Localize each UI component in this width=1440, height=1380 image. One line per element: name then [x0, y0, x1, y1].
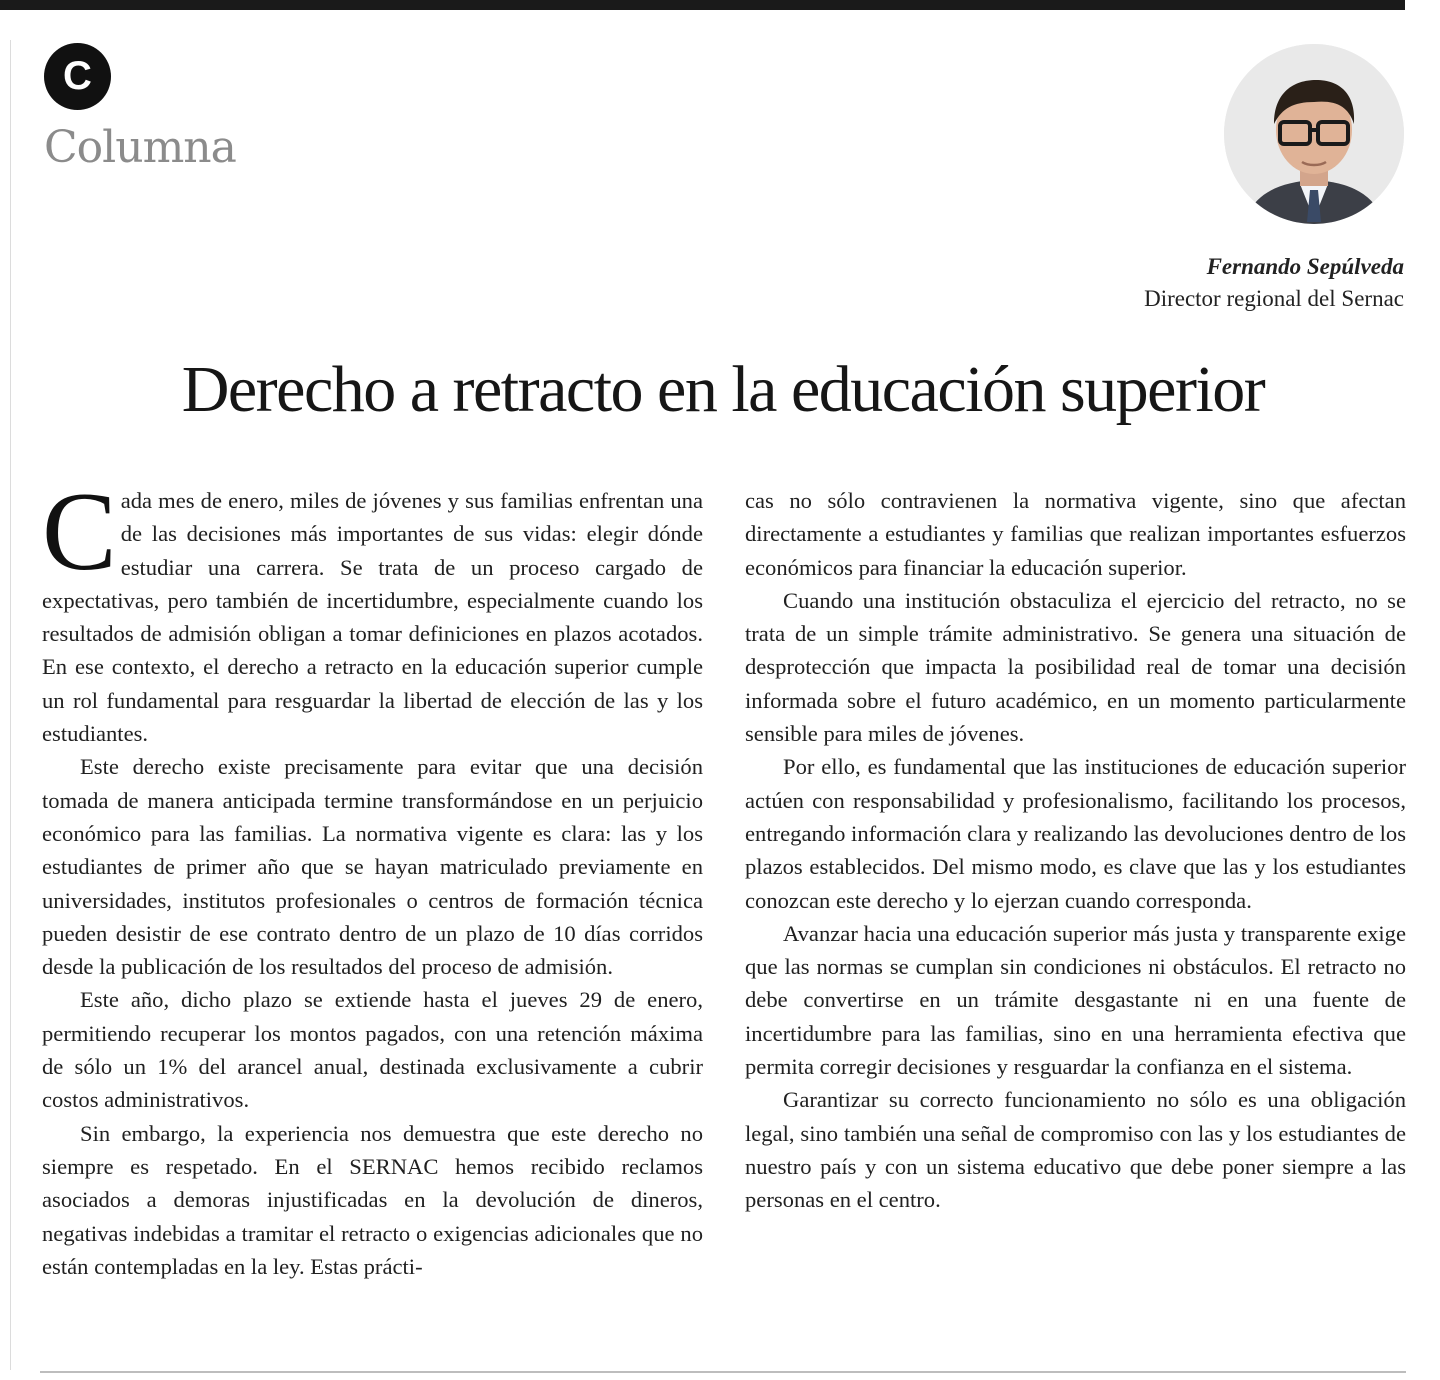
article-paragraph — [42, 1117, 703, 1283]
top-rule — [0, 0, 1405, 10]
left-margin-rule — [10, 40, 11, 1370]
author-role: Director regional del Sernac — [1144, 286, 1404, 311]
article-paragraph: Garantizar su correcto funcionamiento no sólo es una obligación legal, sino también una señal de compromiso con las y los estudiantes de nuestro país y con un sistema educativo que debe poner siempre a las personas en el centro. — [745, 1087, 1406, 1213]
article-paragraph-continued: cas no sólo contravienen la normativa vigente, sino que afectan directamente a estudiantes y familias que realizan importantes esfuerzos económicos para financiar la educación superior. — [745, 488, 1406, 580]
article-headline: Derecho a retracto en la educación superior — [181, 353, 1265, 426]
section-badge-letter: C — [63, 54, 92, 98]
article-paragraph: Este año, dicho plazo se extiende hasta el jueves 29 de enero, permitiendo recuperar los montos pagados, con una retención máxima de sólo un 1% del arancel anual, destinada exclusivamente a cubrir costos administrativos. — [42, 987, 703, 1113]
article-paragraph: Avanzar hacia una educación superior más justa y transparente exige que las normas se cumplan sin condiciones ni obstáculos. El retracto no debe convertirse en un trámite desgastante ni en una fuente de incertidumbre para las familias, sino en una herramienta efectiva que permita corregir decisiones y resguardar la confianza en el sistema. — [745, 920, 1406, 1080]
bottom-rule — [40, 1371, 1406, 1373]
article-paragraph — [42, 470, 703, 750]
article-paragraph: Este derecho existe precisamente para evitar que una decisión tomada de manera anticipada termine transformándose en un perjuicio económico para las familias. La normativa vigente es clara: las y los estudiantes de primer año que se hayan matriculado previamente en universidades, institutos profesionales o centros de formación técnica pueden desistir de ese contrato dentro de un plazo de 10 días corridos desde la publicación de los resultados del proceso de admisión. — [42, 754, 703, 980]
section-badge — [44, 43, 111, 110]
article-column-right — [745, 484, 1406, 1217]
paragraph-text: ada mes de enero, miles de jóvenes y sus familias enfrentan una de las decisiones más importantes de sus vidas: elegir dónde estudiar una carrera. Se trata de un proceso cargado de expectativas, pero también de incertidumbre, especialmente cuando los resultados de admisión obligan a tomar definiciones en plazos acotados. En ese contexto, el derecho a retracto en la educación superior cumple un rol fundamental para resguardar la libertad de elección de las y los estudiantes. — [42, 488, 703, 747]
author-byline — [1144, 250, 1404, 314]
drop-cap: C — [42, 470, 117, 594]
author-name: Fernando Sepúlveda — [1206, 254, 1404, 279]
article-paragraph: Por ello, es fundamental que las instituciones de educación superior actúen con responsabilidad y profesionalismo, facilitando los procesos, entregando información clara y realizando las devoluciones dentro de los plazos establecidos. Del mismo modo, es clave que las y los estudiantes conozcan este derecho y lo ejerzan cuando corresponda. — [745, 754, 1406, 913]
article-column-left — [42, 470, 703, 1283]
paragraph-text: Sin embargo, la experiencia nos demuestra que este derecho no siempre es respetado. En el SERNAC hemos recibido reclamos asociados a demoras injustificadas en la devolución de dineros, negativas indebidas a tramitar el retracto o exigencias adicionales que no están contempladas en la ley. Estas prácti- — [42, 1120, 703, 1279]
article-paragraph: Cuando una institución obstaculiza el ejercicio del retracto, no se trata de un simple trámite administrativo. Se genera una situación de desprotección que impacta la posibilidad real de tomar una decisión informada sobre el futuro académico, en un momento particularmente sensible para miles de jóvenes. — [745, 587, 1406, 747]
author-portrait-icon — [1224, 44, 1404, 224]
author-photo — [1224, 44, 1404, 224]
section-label: Columna — [44, 122, 236, 173]
